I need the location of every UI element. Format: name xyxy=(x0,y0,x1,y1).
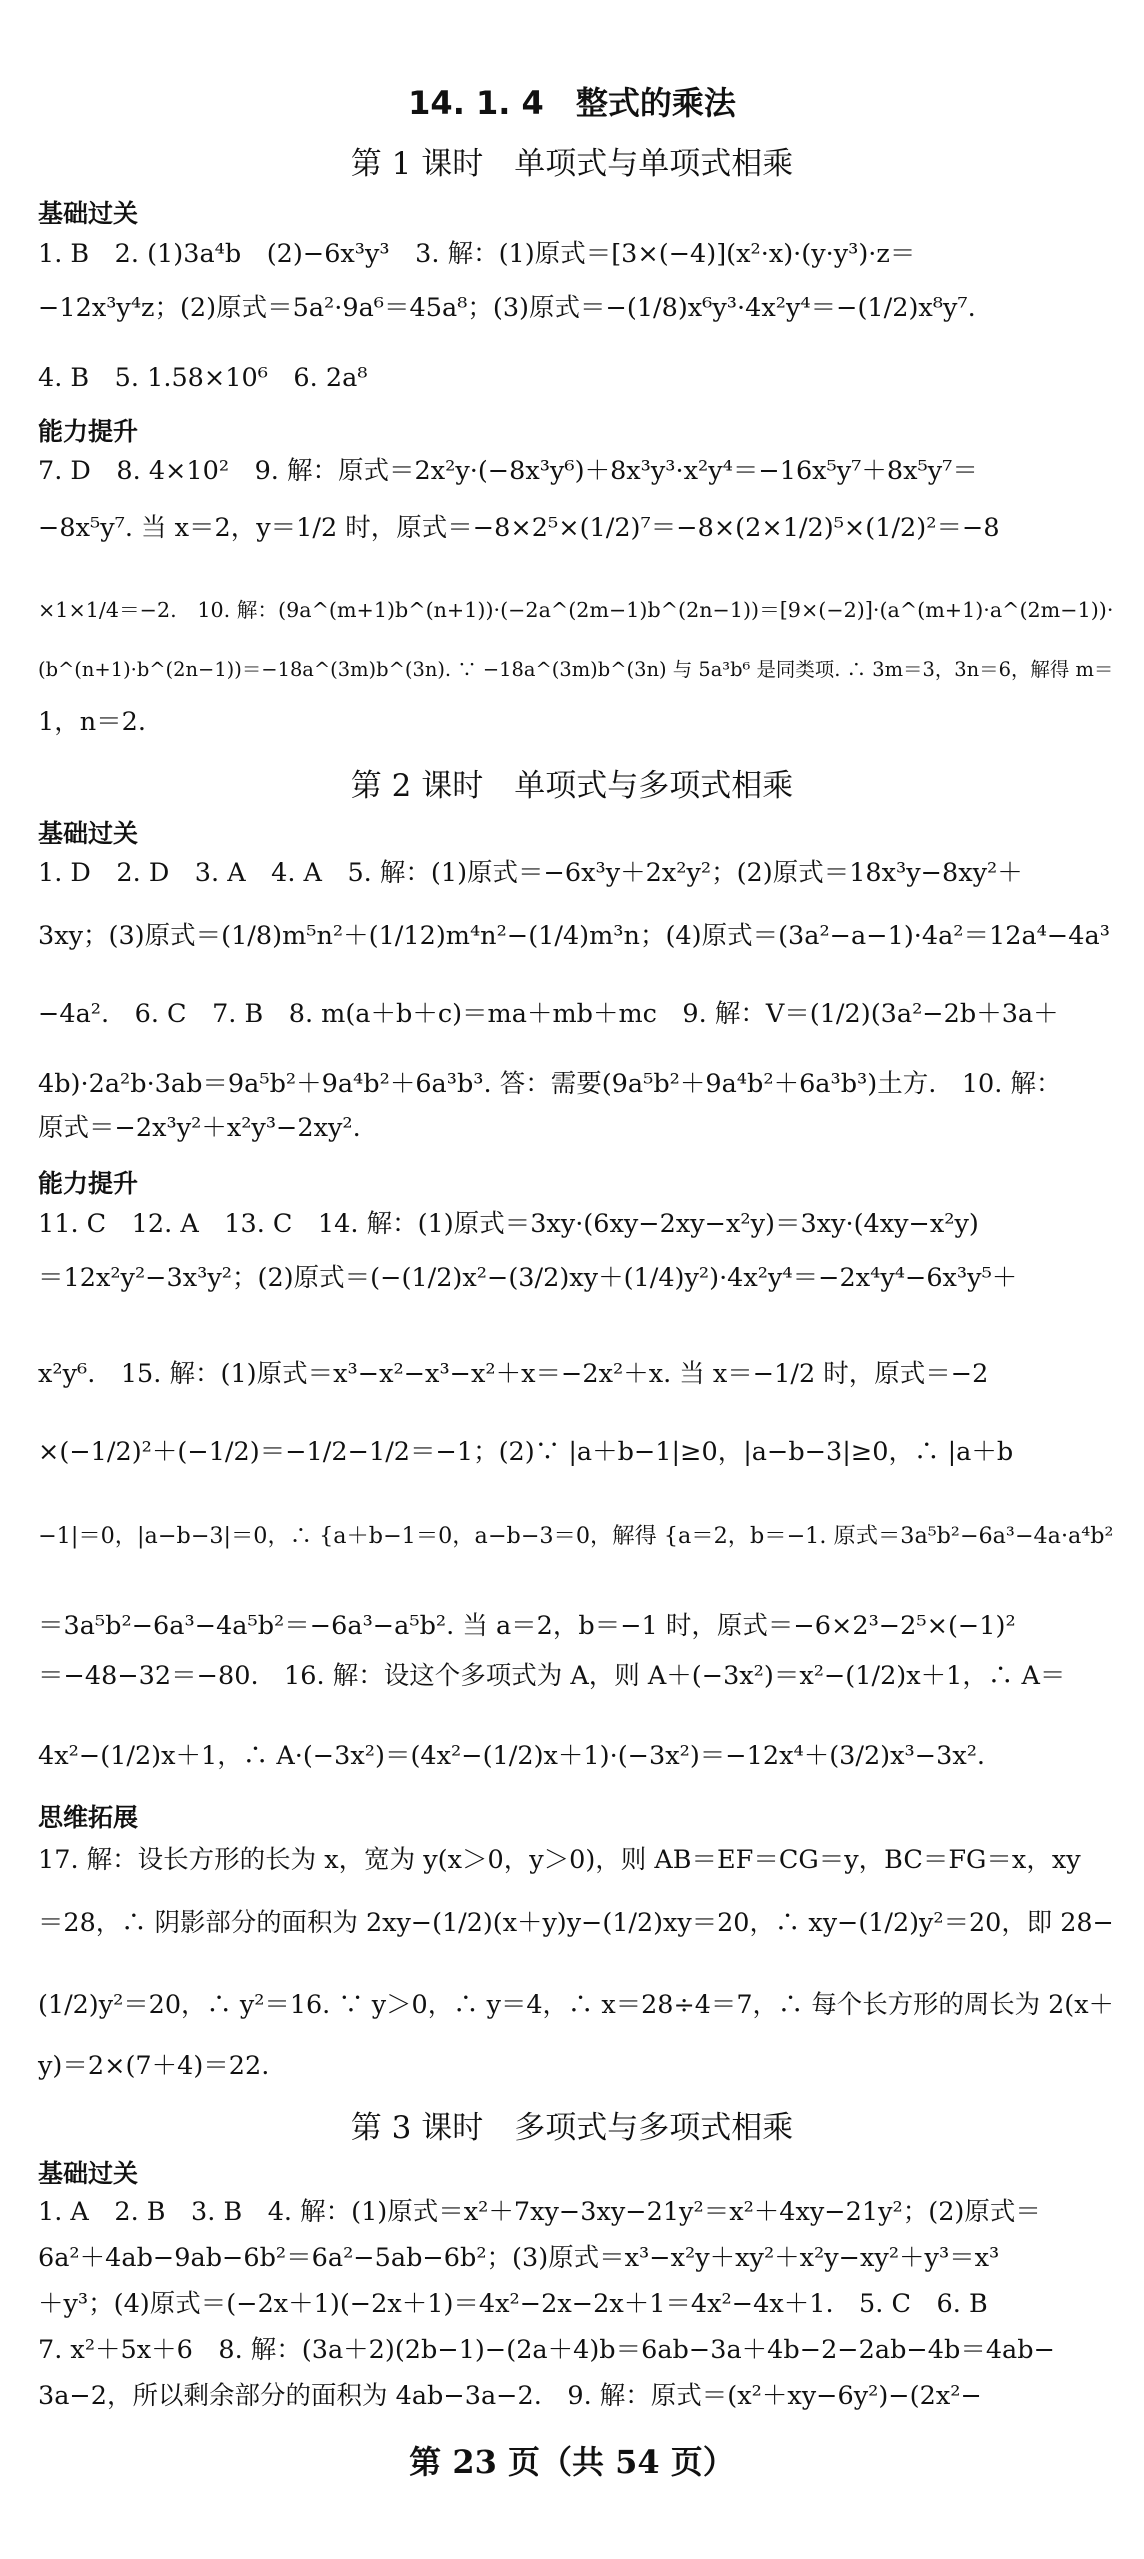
answer-line: y)＝2×(7＋4)＝22. xyxy=(38,2051,270,2081)
answer-line: 1，n＝2. xyxy=(38,707,146,737)
section-basic-3: 基础过关 xyxy=(38,2159,139,2188)
page-footer: 第 23 页（共 54 页） xyxy=(409,2443,735,2481)
page-title: 14. 1. 4 整式的乘法 xyxy=(408,84,736,122)
section-ability-1: 能力提升 xyxy=(38,417,139,446)
answer-line: ×(−1/2)²＋(−1/2)＝−1/2−1/2＝−1；(2)∵ |a＋b−1|≥0，|a−b−3|≥0，∴ |a＋b xyxy=(38,1437,1014,1467)
answer-line: ＋y³；(4)原式＝(−2x＋1)(−2x＋1)＝4x²−2x−2x＋1＝4x²−4x＋1. 5. C 6. B xyxy=(38,2289,988,2319)
section-basic-2: 基础过关 xyxy=(38,819,139,848)
answer-line: 11. C 12. A 13. C 14. 解：(1)原式＝3xy·(6xy−2xy−x²y)＝3xy·(4xy−x²y) xyxy=(38,1209,979,1239)
section-extend: 思维拓展 xyxy=(38,1803,139,1832)
answer-line: −12x³y⁴z；(2)原式＝5a²·9a⁶＝45a⁸；(3)原式＝−(1/8)x⁶y³·4x²y⁴＝−(1/2)x⁸y⁷. xyxy=(38,293,976,323)
answer-line: 1. A 2. B 3. B 4. 解：(1)原式＝x²＋7xy−3xy−21y²＝x²＋4xy−21y²；(2)原式＝ xyxy=(38,2197,1041,2227)
answer-line: 1. D 2. D 3. A 4. A 5. 解：(1)原式＝−6x³y＋2x²y²；(2)原式＝18x³y−8xy²＋ xyxy=(38,858,1023,888)
answer-line: −1|＝0，|a−b−3|＝0，∴ {a＋b−1＝0，a−b−3＝0，解得 {a＝2，b＝−1. 原式＝3a⁵b²−6a³−4a·a⁴b² xyxy=(38,1523,1114,1549)
answer-line: 4x²−(1/2)x＋1，∴ A·(−3x²)＝(4x²−(1/2)x＋1)·(−3x²)＝−12x⁴＋(3/2)x³−3x². xyxy=(38,1741,986,1771)
answer-line: ×1×1/4＝−2. 10. 解：(9a^(m+1)b^(n+1))·(−2a^(2m−1)b^(2n−1))＝[9×(−2)]·(a^(m+1)·a^(2m−1))· xyxy=(38,598,1114,622)
answer-line: 1. B 2. (1)3a⁴b (2)−6x³y³ 3. 解：(1)原式＝[3×(−4)](x²·x)·(y·y³)·z＝ xyxy=(38,239,916,269)
lesson-title-3: 第 3 课时 多项式与多项式相乘 xyxy=(350,2110,794,2146)
answer-line: 6a²＋4ab−9ab−6b²＝6a²−5ab−6b²；(3)原式＝x³−x²y＋xy²＋x²y−xy²＋y³＝x³ xyxy=(38,2243,1000,2273)
section-basic-1: 基础过关 xyxy=(38,199,139,228)
answer-line: −8x⁵y⁷. 当 x＝2，y＝1/2 时，原式＝−8×2⁵×(1/2)⁷＝−8×(2×1/2)⁵×(1/2)²＝−8 xyxy=(38,513,1000,543)
answer-line: 原式＝−2x³y²＋x²y³−2xy². xyxy=(38,1113,361,1143)
answer-line: (b^(n+1)·b^(2n−1))＝−18a^(3m)b^(3n). ∵ −18a^(3m)b^(3n) 与 5a³b⁶ 是同类项. ∴ 3m＝3，3n＝6，解得 m＝ xyxy=(38,658,1114,681)
answer-line: 7. D 8. 4×10² 9. 解：原式＝2x²y·(−8x³y⁶)＋8x³y³·x²y⁴＝−16x⁵y⁷＋8x⁵y⁷＝ xyxy=(38,456,978,486)
answer-line: 3a−2，所以剩余部分的面积为 4ab−3a−2. 9. 解：原式＝(x²＋xy−6y²)−(2x²− xyxy=(38,2381,982,2411)
answer-line: ＝12x²y²−3x³y²；(2)原式＝(−(1/2)x²−(3/2)xy＋(1/4)y²)·4x²y⁴＝−2x⁴y⁴−6x³y⁵＋ xyxy=(38,1263,1018,1293)
answer-line: 3xy；(3)原式＝(1/8)m⁵n²＋(1/12)m⁴n²−(1/4)m³n；(4)原式＝(3a²−a−1)·4a²＝12a⁴−4a³ xyxy=(38,921,1110,951)
answer-line: 17. 解：设长方形的长为 x，宽为 y(x＞0，y＞0)，则 AB＝EF＝CG＝y，BC＝FG＝x，xy xyxy=(38,1845,1081,1875)
answer-line: ＝28，∴ 阴影部分的面积为 2xy−(1/2)(x＋y)y−(1/2)xy＝20，∴ xy−(1/2)y²＝20，即 28− xyxy=(38,1907,1114,1937)
answer-line: ＝3a⁵b²−6a³−4a⁵b²＝−6a³−a⁵b². 当 a＝2，b＝−1 时，原式＝−6×2³−2⁵×(−1)² xyxy=(38,1611,1016,1641)
answer-line: 7. x²＋5x＋6 8. 解：(3a＋2)(2b−1)−(2a＋4)b＝6ab−3a＋4b−2−2ab−4b＝4ab− xyxy=(38,2335,1055,2365)
lesson-title-2: 第 2 课时 单项式与多项式相乘 xyxy=(350,768,794,804)
answer-line: 4b)·2a²b·3ab＝9a⁵b²＋9a⁴b²＋6a³b³. 答：需要(9a⁵b²＋9a⁴b²＋6a³b³)土方. 10. 解： xyxy=(38,1069,1062,1099)
answer-line: (1/2)y²＝20，∴ y²＝16. ∵ y＞0，∴ y＝4，∴ x＝28÷4＝7，∴ 每个长方形的周长为 2(x＋ xyxy=(38,1989,1114,2019)
answer-line: −4a². 6. C 7. B 8. m(a＋b＋c)＝ma＋mb＋mc 9. 解：V＝(1/2)(3a²−2b＋3a＋ xyxy=(38,999,1059,1029)
answer-line: ＝−48−32＝−80. 16. 解：设这个多项式为 A，则 A＋(−3x²)＝x²−(1/2)x＋1，∴ A＝ xyxy=(38,1661,1066,1691)
answer-line: x²y⁶. 15. 解：(1)原式＝x³−x²−x³−x²＋x＝−2x²＋x. 当 x＝−1/2 时，原式＝−2 xyxy=(38,1359,989,1389)
answer-line: 4. B 5. 1.58×10⁶ 6. 2a⁸ xyxy=(38,363,368,393)
lesson-title-1: 第 1 课时 单项式与单项式相乘 xyxy=(350,146,794,182)
section-ability-2: 能力提升 xyxy=(38,1169,139,1198)
